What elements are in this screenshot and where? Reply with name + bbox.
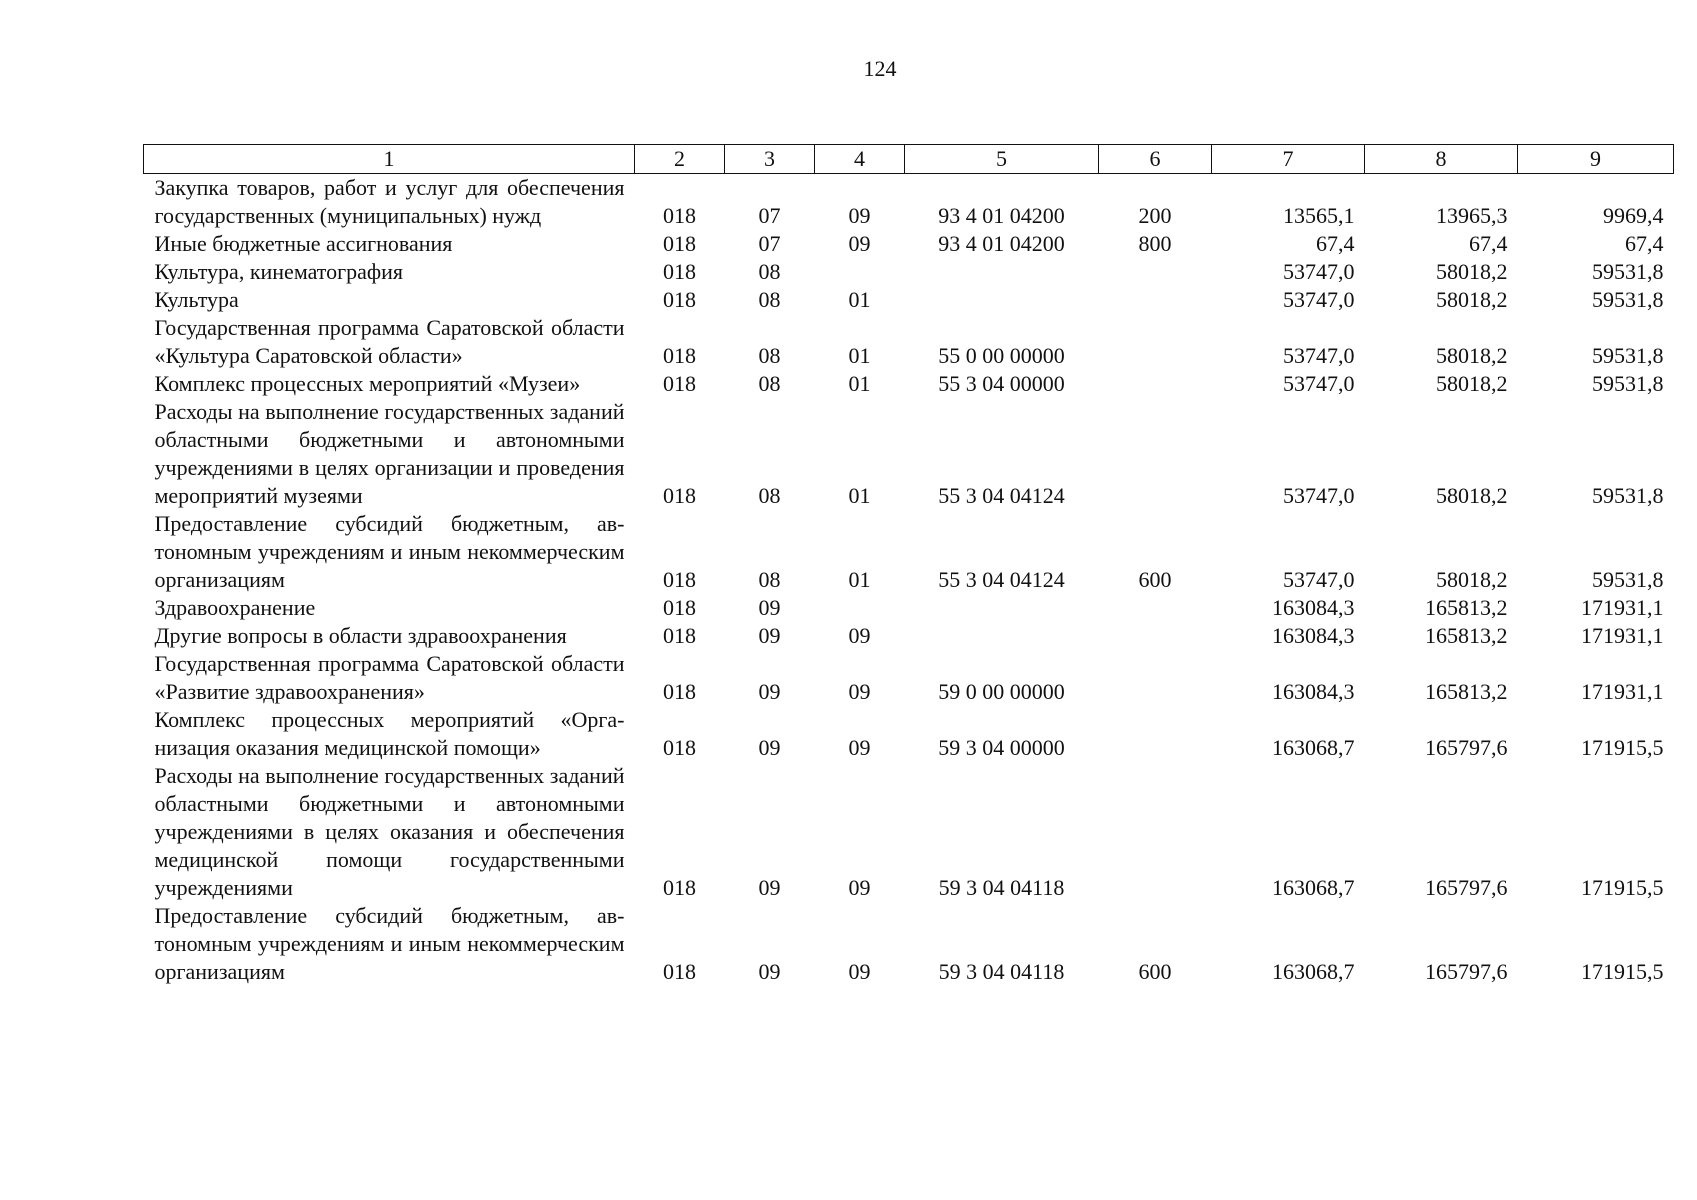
- section-code-cell: 08: [758, 567, 781, 592]
- amount-col7-cell: 53747,0: [1283, 287, 1355, 312]
- expense-type-cell: [1099, 258, 1212, 286]
- expense-type-cell: [1099, 370, 1212, 398]
- item-name-cell: Закупка товаров, работ и услуг для обеспечения государственных (муниципальных) нужд: [154, 175, 625, 228]
- amount-col9-cell: 171931,1: [1581, 623, 1664, 648]
- table-header: [144, 145, 1674, 174]
- ministry-code-cell: 018: [663, 679, 696, 704]
- expense-type-cell: [1099, 650, 1212, 706]
- subsection-code-cell: [815, 258, 905, 286]
- ministry-code-cell: 018: [663, 259, 696, 284]
- amount-col9-cell: 59531,8: [1592, 259, 1664, 284]
- amount-col7-cell: 53747,0: [1283, 259, 1355, 284]
- expense-type-cell: 600: [1138, 567, 1172, 592]
- header-row: [144, 145, 1674, 174]
- target-article-cell: [905, 258, 1099, 286]
- table-row: [144, 510, 1674, 594]
- target-article-cell: [905, 622, 1099, 650]
- column-header-5: 5: [905, 145, 1099, 174]
- target-article-cell: 59 0 00 00000: [938, 679, 1065, 704]
- section-code-cell: 09: [758, 959, 781, 984]
- item-name-cell: Комплекс процессных мероприятий «Музеи»: [154, 371, 581, 396]
- amount-col8-cell: 13965,3: [1436, 203, 1508, 228]
- item-name-cell: Другие вопросы в области здравоохранения: [154, 623, 567, 648]
- subsection-code-cell: 09: [848, 959, 871, 984]
- item-name-cell: Культура, кинематография: [154, 259, 404, 284]
- table-row: [144, 902, 1674, 986]
- column-header-6: 6: [1099, 145, 1212, 174]
- ministry-code-cell: 018: [663, 287, 696, 312]
- expense-type-cell: [1099, 398, 1212, 510]
- ministry-code-cell: 018: [663, 483, 696, 508]
- amount-col8-cell: 58018,2: [1436, 483, 1508, 508]
- section-code-cell: 09: [758, 679, 781, 704]
- ministry-code-cell: 018: [663, 623, 696, 648]
- target-article-cell: 55 3 04 04124: [938, 483, 1065, 508]
- amount-col9-cell: 171915,5: [1581, 875, 1664, 900]
- table-row: [144, 622, 1674, 650]
- amount-col7-cell: 163068,7: [1272, 959, 1355, 984]
- item-name-cell: Здравоохранение: [154, 595, 316, 620]
- table-row: [144, 650, 1674, 706]
- section-code-cell: 08: [758, 259, 781, 284]
- ministry-code-cell: 018: [663, 567, 696, 592]
- ministry-code-cell: 018: [663, 959, 696, 984]
- expense-type-cell: 800: [1138, 231, 1172, 256]
- subsection-code-cell: 01: [848, 567, 871, 592]
- section-code-cell: 07: [758, 231, 781, 256]
- section-code-cell: 08: [758, 287, 781, 312]
- section-code-cell: 09: [758, 875, 781, 900]
- table-row: [144, 258, 1674, 286]
- page-number: 124: [863, 56, 897, 81]
- expense-type-cell: [1099, 762, 1212, 902]
- subsection-code-cell: 09: [848, 735, 871, 760]
- column-header-7: 7: [1212, 145, 1365, 174]
- amount-col8-cell: 165797,6: [1425, 875, 1508, 900]
- expense-type-cell: [1099, 594, 1212, 622]
- subsection-code-cell: [815, 594, 905, 622]
- ministry-code-cell: 018: [663, 875, 696, 900]
- target-article-cell: 55 3 04 04124: [938, 567, 1065, 592]
- section-code-cell: 07: [758, 203, 781, 228]
- amount-col8-cell: 58018,2: [1436, 287, 1508, 312]
- amount-col8-cell: 67,4: [1469, 231, 1508, 256]
- target-article-cell: 59 3 04 04118: [938, 875, 1065, 900]
- table-row: [144, 370, 1674, 398]
- column-header-8: 8: [1365, 145, 1518, 174]
- ministry-code-cell: 018: [663, 371, 696, 396]
- expense-type-cell: [1099, 622, 1212, 650]
- amount-col8-cell: 165813,2: [1425, 679, 1508, 704]
- section-code-cell: 08: [758, 483, 781, 508]
- item-name-cell: Расходы на выполнение государственных заданий областными бюджетными и автономными учреждениями в целях оказания и обеспечения медицинской помощи государственными учреждениями: [154, 763, 625, 900]
- section-code-cell: 09: [758, 595, 781, 620]
- subsection-code-cell: 09: [848, 679, 871, 704]
- amount-col8-cell: 165813,2: [1425, 623, 1508, 648]
- subsection-code-cell: 01: [848, 483, 871, 508]
- column-header-9: 9: [1518, 145, 1674, 174]
- budget-table: [143, 144, 1674, 986]
- amount-col7-cell: 163084,3: [1272, 595, 1355, 620]
- amount-col8-cell: 165797,6: [1425, 735, 1508, 760]
- table-body: [144, 174, 1674, 987]
- table-row: [144, 230, 1674, 258]
- ministry-code-cell: 018: [663, 595, 696, 620]
- table-row: [144, 314, 1674, 370]
- ministry-code-cell: 018: [663, 231, 696, 256]
- section-code-cell: 09: [758, 623, 781, 648]
- expense-type-cell: [1099, 286, 1212, 314]
- amount-col7-cell: 53747,0: [1283, 343, 1355, 368]
- amount-col7-cell: 67,4: [1316, 231, 1355, 256]
- amount-col9-cell: 171915,5: [1581, 959, 1664, 984]
- target-article-cell: 59 3 04 00000: [938, 735, 1065, 760]
- amount-col8-cell: 165813,2: [1425, 595, 1508, 620]
- subsection-code-cell: 09: [848, 875, 871, 900]
- ministry-code-cell: 018: [663, 203, 696, 228]
- expense-type-cell: 200: [1138, 203, 1172, 228]
- amount-col8-cell: 58018,2: [1436, 371, 1508, 396]
- ministry-code-cell: 018: [663, 343, 696, 368]
- item-name-cell: Иные бюджетные ассигнования: [154, 231, 453, 256]
- target-article-cell: 93 4 01 04200: [938, 231, 1065, 256]
- target-article-cell: 55 3 04 00000: [938, 371, 1065, 396]
- target-article-cell: [905, 286, 1099, 314]
- section-code-cell: 08: [758, 343, 781, 368]
- amount-col7-cell: 13565,1: [1283, 203, 1355, 228]
- amount-col8-cell: 58018,2: [1436, 567, 1508, 592]
- target-article-cell: 93 4 01 04200: [938, 203, 1065, 228]
- table-row: [144, 594, 1674, 622]
- section-code-cell: 09: [758, 735, 781, 760]
- amount-col9-cell: 59531,8: [1592, 343, 1664, 368]
- amount-col7-cell: 53747,0: [1283, 567, 1355, 592]
- ministry-code-cell: 018: [663, 735, 696, 760]
- amount-col7-cell: 163068,7: [1272, 875, 1355, 900]
- column-header-4: 4: [815, 145, 905, 174]
- amount-col8-cell: 58018,2: [1436, 343, 1508, 368]
- amount-col7-cell: 53747,0: [1283, 371, 1355, 396]
- table-row: [144, 762, 1674, 902]
- amount-col9-cell: 171915,5: [1581, 735, 1664, 760]
- subsection-code-cell: 09: [848, 203, 871, 228]
- section-code-cell: 08: [758, 371, 781, 396]
- column-header-1: 1: [144, 145, 635, 174]
- amount-col8-cell: 58018,2: [1436, 259, 1508, 284]
- table-row: [144, 706, 1674, 762]
- item-name-cell: Расходы на выполнение государственных заданий областными бюджетными и автономными учреждениями в целях организации и проведения мероприятий музеями: [154, 399, 625, 508]
- amount-col8-cell: 165797,6: [1425, 959, 1508, 984]
- item-name-cell: Государственная программа Саратовской области «Культура Саратовской области»: [154, 315, 625, 368]
- subsection-code-cell: 01: [848, 287, 871, 312]
- column-header-2: 2: [635, 145, 725, 174]
- subsection-code-cell: 09: [848, 231, 871, 256]
- item-name-cell: Государственная программа Саратовской области «Развитие здравоохранения»: [154, 651, 625, 704]
- expense-type-cell: 600: [1138, 959, 1172, 984]
- amount-col9-cell: 59531,8: [1592, 371, 1664, 396]
- amount-col9-cell: 59531,8: [1592, 567, 1664, 592]
- item-name-cell: Предоставление субсидий бюджетным, автономным учреждениям и иным некоммерческим организациям: [154, 903, 625, 984]
- amount-col9-cell: 171931,1: [1581, 679, 1664, 704]
- subsection-code-cell: 01: [848, 343, 871, 368]
- amount-col9-cell: 67,4: [1625, 231, 1664, 256]
- target-article-cell: 59 3 04 04118: [938, 959, 1065, 984]
- amount-col9-cell: 9969,4: [1603, 203, 1664, 228]
- target-article-cell: 55 0 00 00000: [938, 343, 1065, 368]
- subsection-code-cell: 09: [848, 623, 871, 648]
- table-row: [144, 286, 1674, 314]
- amount-col9-cell: 171931,1: [1581, 595, 1664, 620]
- table-row: [144, 174, 1674, 231]
- amount-col7-cell: 53747,0: [1283, 483, 1355, 508]
- expense-type-cell: [1099, 314, 1212, 370]
- target-article-cell: [905, 594, 1099, 622]
- item-name-cell: Комплекс процессных мероприятий «Организация оказания медицинской помощи»: [154, 707, 625, 760]
- amount-col7-cell: 163084,3: [1272, 623, 1355, 648]
- amount-col7-cell: 163084,3: [1272, 679, 1355, 704]
- expense-type-cell: [1099, 706, 1212, 762]
- table-row: [144, 398, 1674, 510]
- amount-col7-cell: 163068,7: [1272, 735, 1355, 760]
- amount-col9-cell: 59531,8: [1592, 483, 1664, 508]
- amount-col9-cell: 59531,8: [1592, 287, 1664, 312]
- column-header-3: 3: [725, 145, 815, 174]
- item-name-cell: Культура: [154, 287, 239, 312]
- subsection-code-cell: 01: [848, 371, 871, 396]
- item-name-cell: Предоставление субсидий бюджетным, автономным учреждениям и иным некоммерческим организациям: [154, 511, 625, 592]
